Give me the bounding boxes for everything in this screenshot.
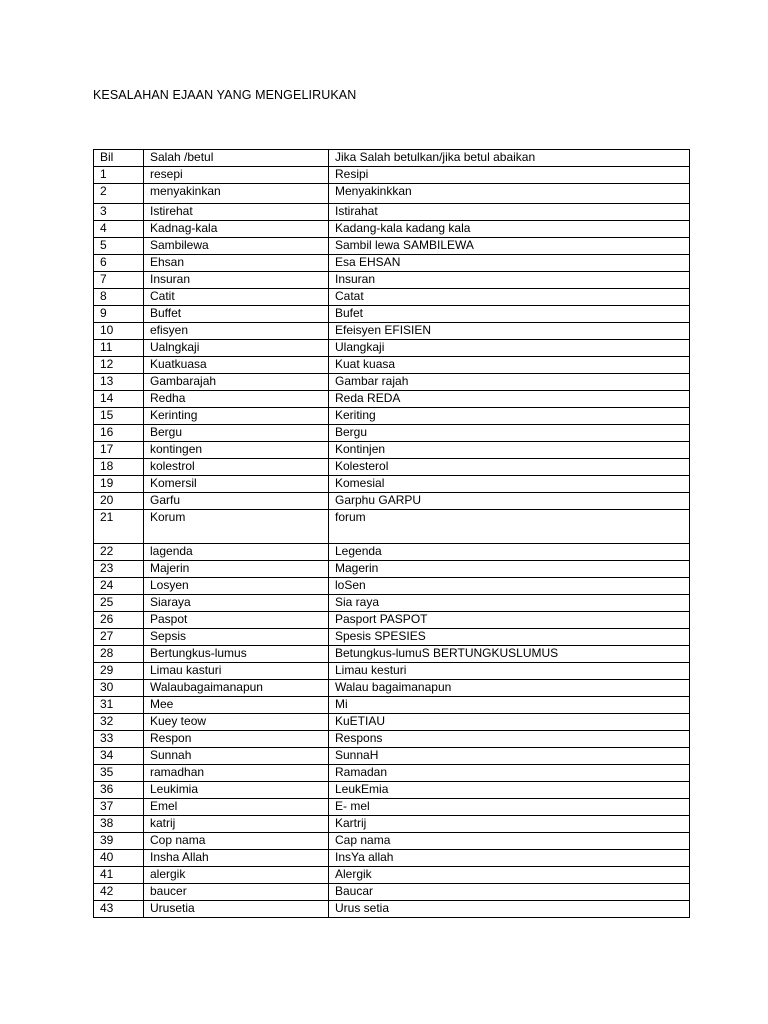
cell-salah: Mee <box>144 697 329 714</box>
cell-salah: Sunnah <box>144 748 329 765</box>
cell-salah: Emel <box>144 799 329 816</box>
cell-salah: menyakinkan <box>144 184 329 204</box>
cell-salah: lagenda <box>144 544 329 561</box>
table-row <box>94 867 690 884</box>
cell-bil: 17 <box>94 442 144 459</box>
cell-bil: 26 <box>94 612 144 629</box>
cell-betul: Resipi <box>329 167 690 184</box>
table-row <box>94 833 690 850</box>
table-row <box>94 714 690 731</box>
cell-betul: SunnaH <box>329 748 690 765</box>
cell-bil: 21 <box>94 510 144 544</box>
cell-bil: 19 <box>94 476 144 493</box>
table-row <box>94 374 690 391</box>
cell-bil: 30 <box>94 680 144 697</box>
table-row <box>94 629 690 646</box>
table-row <box>94 221 690 238</box>
header-salah-betul: Salah /betul <box>144 150 329 167</box>
cell-salah: Insuran <box>144 272 329 289</box>
table-row <box>94 595 690 612</box>
cell-bil: 25 <box>94 595 144 612</box>
cell-betul: Legenda <box>329 544 690 561</box>
cell-betul: Esa EHSAN <box>329 255 690 272</box>
table-row <box>94 476 690 493</box>
cell-bil: 6 <box>94 255 144 272</box>
cell-betul: InsYa allah <box>329 850 690 867</box>
cell-betul: Urus setia <box>329 901 690 918</box>
cell-salah: kontingen <box>144 442 329 459</box>
table-row <box>94 493 690 510</box>
cell-betul: Ramadan <box>329 765 690 782</box>
cell-salah: Catit <box>144 289 329 306</box>
cell-salah: Bergu <box>144 425 329 442</box>
spelling-table <box>93 149 690 918</box>
cell-betul: Efeisyen EFISIEN <box>329 323 690 340</box>
cell-betul: loSen <box>329 578 690 595</box>
cell-betul: Kolesterol <box>329 459 690 476</box>
cell-betul: Reda REDA <box>329 391 690 408</box>
cell-betul: Spesis SPESIES <box>329 629 690 646</box>
cell-salah: Sepsis <box>144 629 329 646</box>
cell-betul: forum <box>329 510 690 544</box>
cell-salah: efisyen <box>144 323 329 340</box>
cell-bil: 29 <box>94 663 144 680</box>
cell-betul: Kadang-kala kadang kala <box>329 221 690 238</box>
cell-salah: Buffet <box>144 306 329 323</box>
table-row <box>94 357 690 374</box>
table-row <box>94 340 690 357</box>
cell-betul: Baucar <box>329 884 690 901</box>
cell-salah: Garfu <box>144 493 329 510</box>
cell-bil: 9 <box>94 306 144 323</box>
table-header-row <box>94 150 690 167</box>
cell-salah: Cop nama <box>144 833 329 850</box>
cell-betul: Kontinjen <box>329 442 690 459</box>
cell-bil: 42 <box>94 884 144 901</box>
cell-salah: Leukimia <box>144 782 329 799</box>
cell-betul: Kuat kuasa <box>329 357 690 374</box>
table-row <box>94 167 690 184</box>
cell-bil: 5 <box>94 238 144 255</box>
cell-bil: 34 <box>94 748 144 765</box>
cell-bil: 12 <box>94 357 144 374</box>
cell-salah: Urusetia <box>144 901 329 918</box>
table-row <box>94 799 690 816</box>
table-row <box>94 238 690 255</box>
cell-betul: Gambar rajah <box>329 374 690 391</box>
cell-bil: 39 <box>94 833 144 850</box>
cell-salah: Korum <box>144 510 329 544</box>
cell-bil: 18 <box>94 459 144 476</box>
table-row <box>94 731 690 748</box>
cell-salah: Siaraya <box>144 595 329 612</box>
cell-salah: ramadhan <box>144 765 329 782</box>
cell-betul: Komesial <box>329 476 690 493</box>
table-row <box>94 204 690 221</box>
cell-salah: baucer <box>144 884 329 901</box>
cell-salah: Bertungkus-lumus <box>144 646 329 663</box>
cell-bil: 1 <box>94 167 144 184</box>
cell-salah: Ehsan <box>144 255 329 272</box>
cell-salah: Istirehat <box>144 204 329 221</box>
table-row <box>94 816 690 833</box>
cell-bil: 7 <box>94 272 144 289</box>
cell-bil: 2 <box>94 184 144 204</box>
table-row <box>94 544 690 561</box>
cell-salah: Ualngkaji <box>144 340 329 357</box>
cell-salah: Kadnag-kala <box>144 221 329 238</box>
table-row <box>94 510 690 544</box>
table-row <box>94 748 690 765</box>
cell-salah: Losyen <box>144 578 329 595</box>
table-row <box>94 697 690 714</box>
cell-betul: Pasport PASPOT <box>329 612 690 629</box>
table-row <box>94 459 690 476</box>
cell-betul: Mi <box>329 697 690 714</box>
cell-bil: 28 <box>94 646 144 663</box>
cell-bil: 10 <box>94 323 144 340</box>
table-row <box>94 663 690 680</box>
table-row <box>94 782 690 799</box>
table-row <box>94 612 690 629</box>
table-body <box>94 150 690 918</box>
cell-betul: Magerin <box>329 561 690 578</box>
cell-bil: 23 <box>94 561 144 578</box>
table-row <box>94 323 690 340</box>
cell-bil: 13 <box>94 374 144 391</box>
cell-betul: Garphu GARPU <box>329 493 690 510</box>
table-row <box>94 272 690 289</box>
cell-salah: Walaubagaimanapun <box>144 680 329 697</box>
cell-bil: 36 <box>94 782 144 799</box>
cell-betul: KuETIAU <box>329 714 690 731</box>
cell-salah: Komersil <box>144 476 329 493</box>
header-bil: Bil <box>94 150 144 167</box>
table-row <box>94 578 690 595</box>
table-row <box>94 255 690 272</box>
table-row <box>94 289 690 306</box>
cell-betul: Sia raya <box>329 595 690 612</box>
cell-salah: Kuatkuasa <box>144 357 329 374</box>
cell-bil: 22 <box>94 544 144 561</box>
header-correction: Jika Salah betulkan/jika betul abaikan <box>329 150 690 167</box>
cell-salah: Insha Allah <box>144 850 329 867</box>
cell-salah: Redha <box>144 391 329 408</box>
cell-bil: 24 <box>94 578 144 595</box>
cell-betul: Limau kesturi <box>329 663 690 680</box>
cell-bil: 35 <box>94 765 144 782</box>
table-row <box>94 561 690 578</box>
cell-bil: 37 <box>94 799 144 816</box>
table-row <box>94 850 690 867</box>
cell-betul: Menyakinkkan <box>329 184 690 204</box>
cell-bil: 4 <box>94 221 144 238</box>
cell-salah: kolestrol <box>144 459 329 476</box>
cell-bil: 15 <box>94 408 144 425</box>
cell-betul: Keriting <box>329 408 690 425</box>
table-row <box>94 884 690 901</box>
cell-salah: alergik <box>144 867 329 884</box>
table-row <box>94 442 690 459</box>
table-row <box>94 765 690 782</box>
cell-bil: 41 <box>94 867 144 884</box>
cell-betul: Bufet <box>329 306 690 323</box>
cell-betul: Kartrij <box>329 816 690 833</box>
cell-bil: 33 <box>94 731 144 748</box>
cell-bil: 8 <box>94 289 144 306</box>
cell-bil: 20 <box>94 493 144 510</box>
cell-bil: 43 <box>94 901 144 918</box>
cell-bil: 27 <box>94 629 144 646</box>
cell-salah: Limau kasturi <box>144 663 329 680</box>
cell-betul: Respons <box>329 731 690 748</box>
cell-betul: Insuran <box>329 272 690 289</box>
table-row <box>94 425 690 442</box>
cell-bil: 16 <box>94 425 144 442</box>
table-row <box>94 680 690 697</box>
cell-betul: Cap nama <box>329 833 690 850</box>
cell-salah: Paspot <box>144 612 329 629</box>
cell-betul: LeukEmia <box>329 782 690 799</box>
table-row <box>94 646 690 663</box>
cell-betul: Alergik <box>329 867 690 884</box>
cell-salah: Respon <box>144 731 329 748</box>
cell-bil: 3 <box>94 204 144 221</box>
cell-salah: katrij <box>144 816 329 833</box>
cell-bil: 38 <box>94 816 144 833</box>
cell-salah: Gambarajah <box>144 374 329 391</box>
cell-betul: E- mel <box>329 799 690 816</box>
cell-betul: Bergu <box>329 425 690 442</box>
table-row <box>94 184 690 204</box>
cell-bil: 14 <box>94 391 144 408</box>
cell-bil: 11 <box>94 340 144 357</box>
cell-betul: Catat <box>329 289 690 306</box>
table-row <box>94 408 690 425</box>
cell-salah: Kuey teow <box>144 714 329 731</box>
cell-betul: Walau bagaimanapun <box>329 680 690 697</box>
table-row <box>94 391 690 408</box>
cell-bil: 32 <box>94 714 144 731</box>
table-row <box>94 306 690 323</box>
cell-bil: 31 <box>94 697 144 714</box>
document-title: KESALAHAN EJAAN YANG MENGELIRUKAN <box>93 88 357 102</box>
cell-betul: Sambil lewa SAMBILEWA <box>329 238 690 255</box>
cell-bil: 40 <box>94 850 144 867</box>
table-row <box>94 901 690 918</box>
cell-salah: resepi <box>144 167 329 184</box>
cell-salah: Sambilewa <box>144 238 329 255</box>
cell-salah: Kerinting <box>144 408 329 425</box>
cell-betul: Betungkus-lumuS BERTUNGKUSLUMUS <box>329 646 690 663</box>
cell-salah: Majerin <box>144 561 329 578</box>
cell-betul: Istirahat <box>329 204 690 221</box>
cell-betul: Ulangkaji <box>329 340 690 357</box>
